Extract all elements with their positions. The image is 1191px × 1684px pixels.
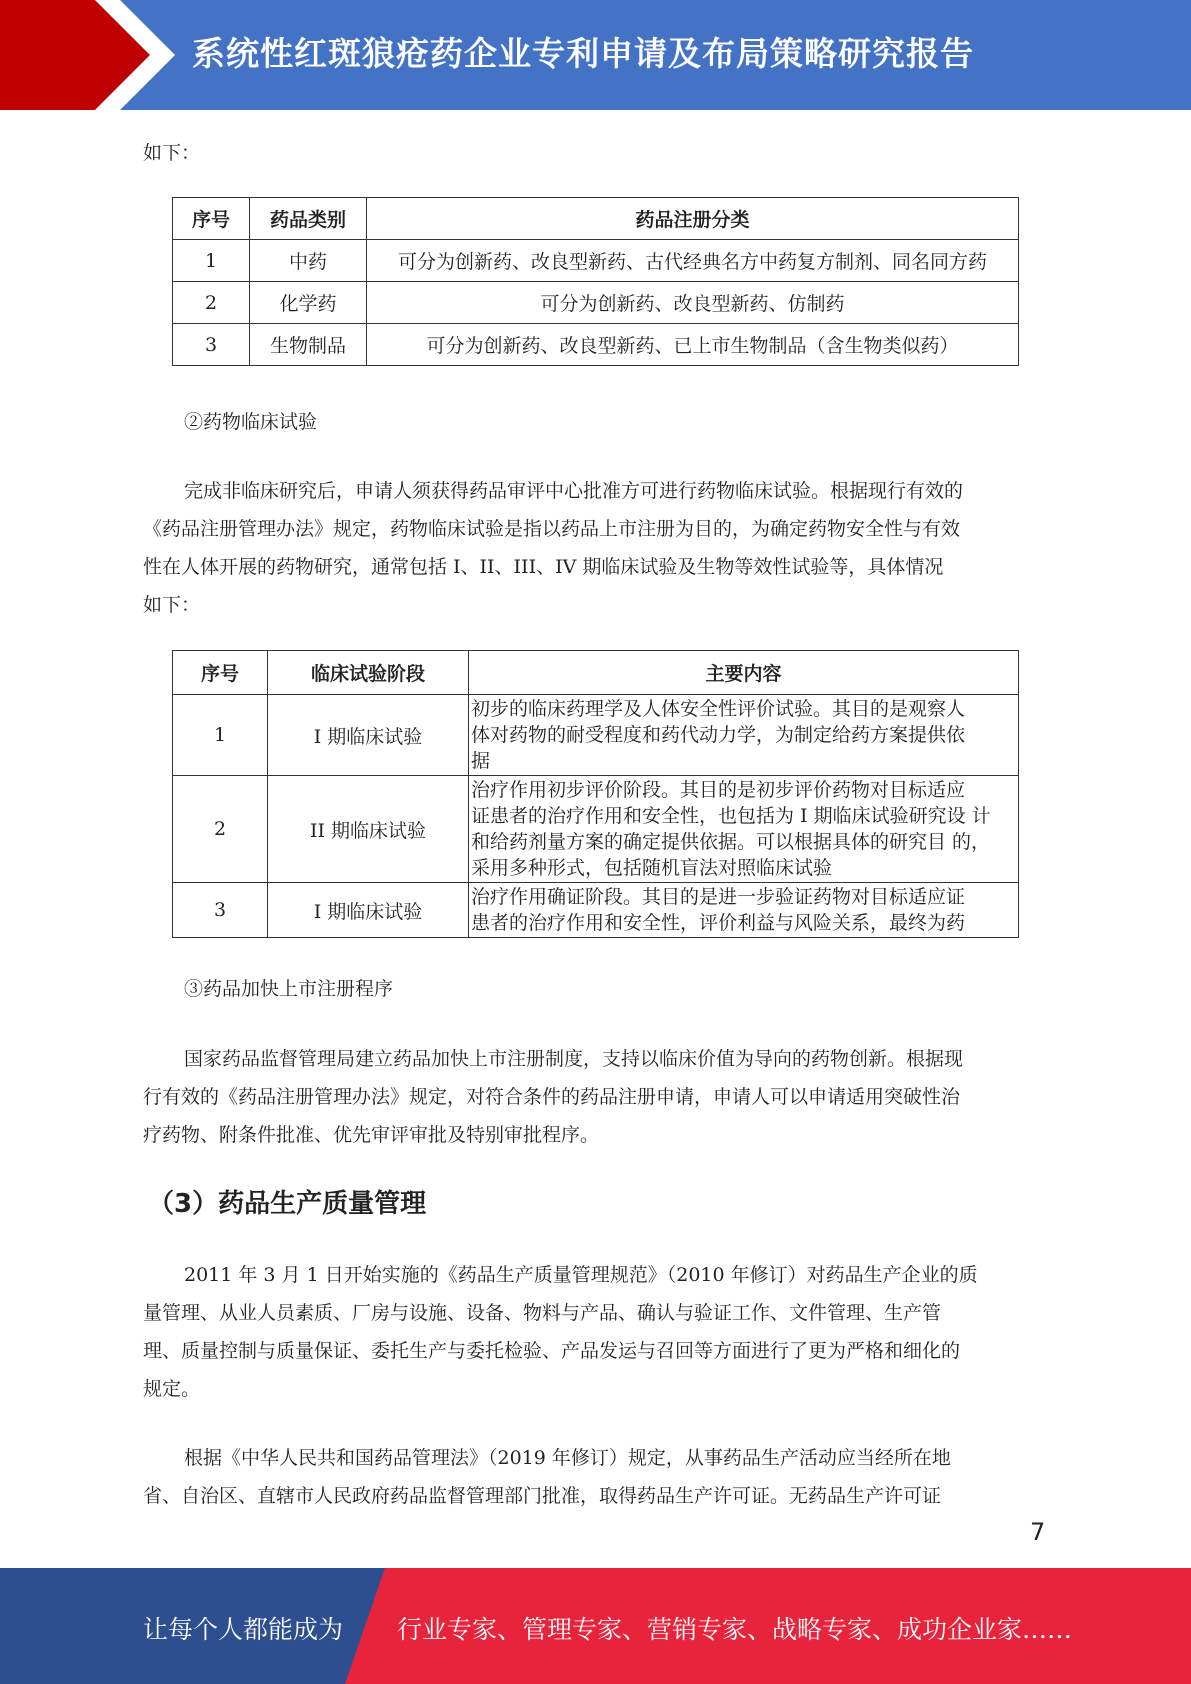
cell-category: 中药 — [250, 240, 367, 282]
content-line: 体对药物的耐受程度和药代动力学，为制定给药方案提供依 — [471, 724, 966, 746]
text-line: 量管理、从业人员素质、厂房与设施、设备、物料与产品、确认与验证工作、文件管理、生产管 — [143, 1302, 942, 1324]
drug-registration-table — [172, 197, 1019, 366]
table-row — [173, 282, 1019, 324]
content-line: 初步的临床药理学及人体安全性评价试验。其目的是观察人 — [471, 698, 966, 720]
clinical-trial-table — [172, 650, 1019, 938]
content-line: 治疗作用初步评价阶段。其目的是初步评价药物对目标适应 — [471, 779, 966, 801]
cell-no: 1 — [173, 240, 250, 282]
section-heading-accelerated-registration: ③药品加快上市注册程序 — [184, 978, 394, 1000]
intro-line: 如下： — [143, 142, 201, 164]
text-line: 省、自治区、直辖市人民政府药品监督管理部门批准，取得药品生产许可证。无药品生产许可证 — [143, 1485, 942, 1507]
cell-stage: I 期临床试验 — [268, 883, 469, 938]
text-line: 行有效的《药品注册管理办法》规定，对符合条件的药品注册申请，申请人可以申请适用突破性治 — [143, 1086, 961, 1108]
cell-classification: 可分为创新药、改良型新药、古代经典名方中药复方制剂、同名同方药 — [367, 240, 1019, 282]
col-header: 序号 — [173, 651, 268, 695]
cell-no: 3 — [173, 883, 268, 938]
cell-no: 2 — [173, 282, 250, 324]
table-header-row — [173, 198, 1019, 240]
text-line: 国家药品监督管理局建立药品加快上市注册制度，支持以临床价值为导向的药物创新。根据现 — [184, 1048, 964, 1070]
col-header: 临床试验阶段 — [268, 651, 469, 695]
table-row — [173, 776, 1019, 883]
page-number: 7 — [1030, 1518, 1046, 1546]
table-row — [173, 883, 1019, 938]
text-line: 完成非临床研究后，申请人须获得药品审评中心批准方可进行药物临床试验。根据现行有效的 — [184, 480, 964, 502]
cell-content — [469, 883, 1019, 938]
cell-classification: 可分为创新药、改良型新药、已上市生物制品（含生物类似药） — [367, 324, 1019, 366]
text-line: 理、质量控制与质量保证、委托生产与委托检验、产品发运与召回等方面进行了更为严格和细化的 — [143, 1340, 961, 1362]
table-row — [173, 324, 1019, 366]
text-line: 2011 年 3 月 1 日开始实施的《药品生产质量管理规范》（2010 年修订）对药品生产企业的质 — [184, 1264, 978, 1286]
cell-content — [469, 776, 1019, 883]
text-line: 根据《中华人民共和国药品管理法》（2019 年修订）规定，从事药品生产活动应当经所在地 — [184, 1447, 951, 1469]
paragraph-accelerated-registration — [143, 1040, 1048, 1154]
table-row — [173, 240, 1019, 282]
text-line: 性在人体开展的药物研究，通常包括 I、II、III、IV 期临床试验及生物等效性试验等，具体情况 — [143, 556, 944, 578]
page-header — [0, 0, 1191, 110]
col-header: 药品注册分类 — [367, 198, 1019, 240]
text-line: 《药品注册管理办法》规定，药物临床试验是指以药品上市注册为目的，为确定药物安全性与有效 — [143, 518, 961, 540]
table-header-row — [173, 651, 1019, 695]
content-line: 和给药剂量方案的确定提供依据。可以根据具体的研究目 的， — [471, 831, 991, 853]
content-line: 患者的治疗作用和安全性，评价利益与风险关系，最终为药 — [471, 912, 966, 934]
col-header: 主要内容 — [469, 651, 1019, 695]
text-line: 规定。 — [143, 1378, 201, 1400]
text-line: 如下： — [143, 594, 201, 616]
cell-no: 2 — [173, 776, 268, 883]
footer-slogan-left: 让每个人都能成为 — [143, 1615, 344, 1644]
cell-stage: II 期临床试验 — [268, 776, 469, 883]
table-row — [173, 695, 1019, 776]
paragraph-drug-law — [143, 1439, 1048, 1515]
paragraph-clinical-trial — [143, 472, 1048, 624]
section-heading-gmp: （3）药品生产质量管理 — [148, 1189, 427, 1219]
cell-no: 3 — [173, 324, 250, 366]
content-line: 据 — [471, 750, 491, 772]
cell-category: 化学药 — [250, 282, 367, 324]
cell-no: 1 — [173, 695, 268, 776]
col-header: 序号 — [173, 198, 250, 240]
report-title: 系统性红斑狼疮药企业专利申请及布局策略研究报告 — [192, 34, 974, 73]
page-footer — [0, 1568, 1191, 1684]
content-line: 证患者的治疗作用和安全性，也包括为 I 期临床试验研究设 计 — [471, 805, 991, 827]
cell-category: 生物制品 — [250, 324, 367, 366]
text-line: 疗药物、附条件批准、优先审评审批及特别审批程序。 — [143, 1124, 600, 1146]
cell-content — [469, 695, 1019, 776]
cell-stage: I 期临床试验 — [268, 695, 469, 776]
col-header: 药品类别 — [250, 198, 367, 240]
cell-classification: 可分为创新药、改良型新药、仿制药 — [367, 282, 1019, 324]
section-heading-clinical-trial: ②药物临床试验 — [184, 411, 318, 433]
content-line: 采用多种形式，包括随机盲法对照临床试验 — [471, 857, 833, 879]
paragraph-gmp — [143, 1256, 1048, 1408]
footer-slogan-right: 行业专家、管理专家、营销专家、战略专家、成功企业家…… — [397, 1615, 1073, 1644]
content-line: 治疗作用确证阶段。其目的是进一步验证药物对目标适应证 — [471, 886, 966, 908]
